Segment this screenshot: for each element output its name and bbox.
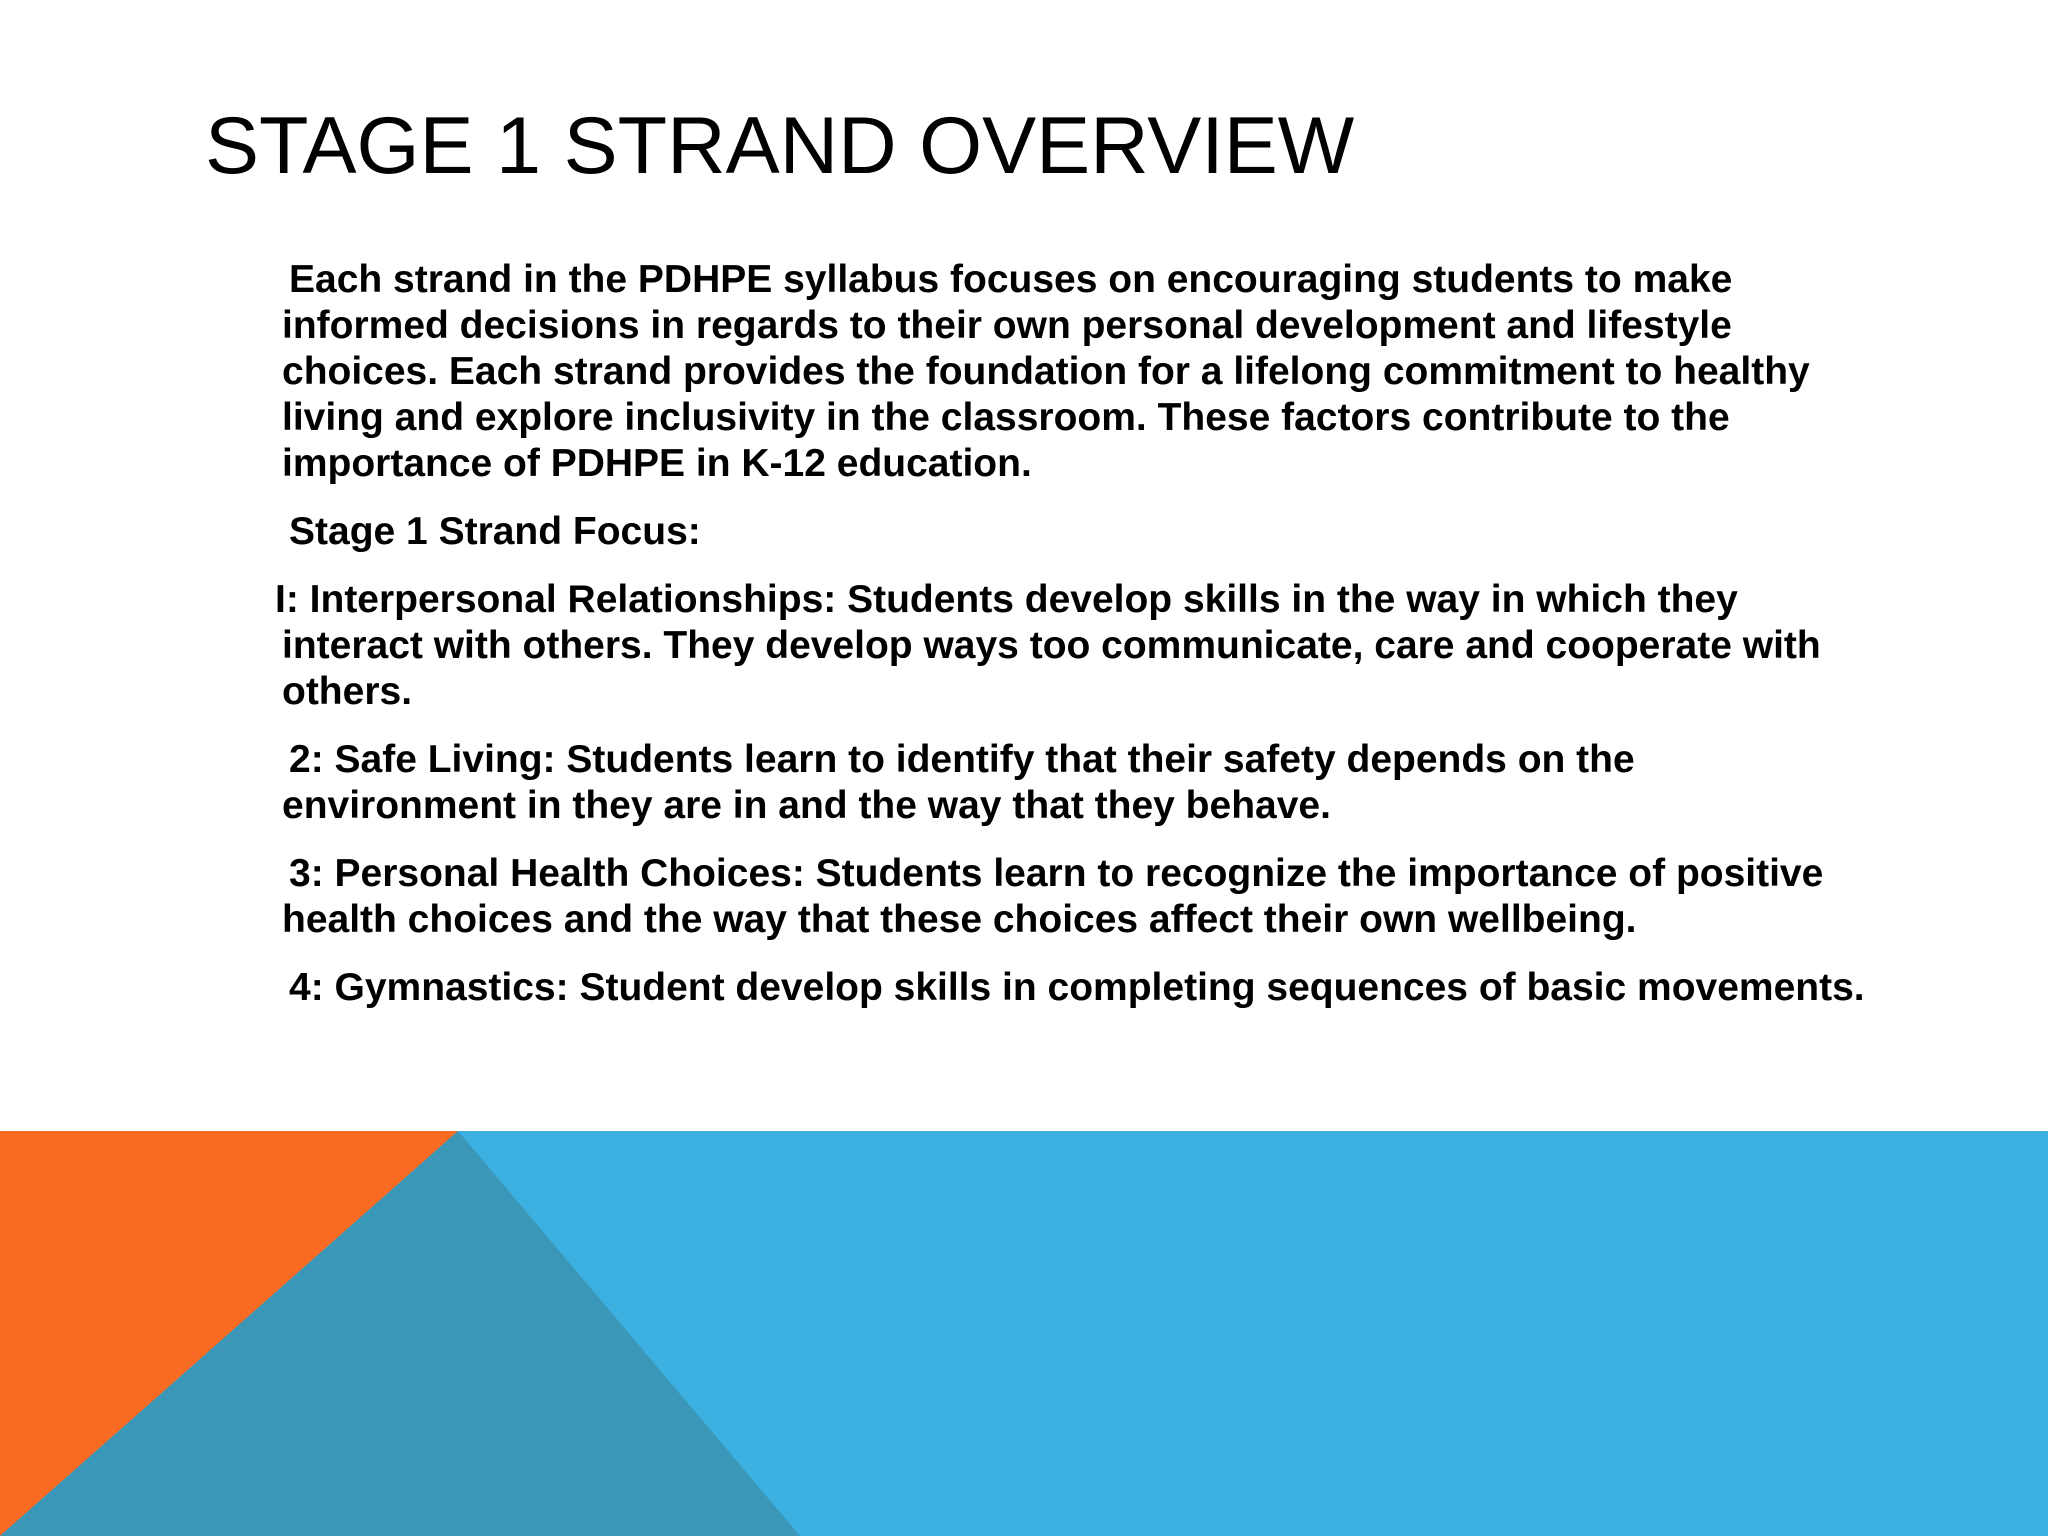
strand-item: 2: Safe Living: Students learn to identify that their safety depends on the environment in they are in and the way that they behave. [282, 738, 1635, 827]
focus-heading: Stage 1 Strand Focus: [289, 510, 701, 553]
banner-graphic [0, 1131, 2048, 1536]
strand-item: I: Interpersonal Relationships: Students develop skills in the way in which they interact with others. They develop ways too communicate, care and cooperate with others. [275, 578, 1821, 713]
decorative-banner [0, 1131, 2048, 1536]
slide-body [275, 257, 1872, 1033]
strand-item: 3: Personal Health Choices: Students learn to recognize the importance of positive health choices and the way that these choices affect their own wellbeing. [282, 852, 1824, 941]
slide-title: STAGE 1 STRAND OVERVIEW [205, 101, 1355, 191]
intro-paragraph: Each strand in the PDHPE syllabus focuses on encouraging students to make informed decisions in regards to their own personal development and lifestyle choices. Each strand provides the foundation for a lifelong commitment to healthy living and explore inclusivity in the classroom. These factors contribute to the importance of PDHPE in K-12 education. [282, 258, 1810, 485]
strand-item: 4: Gymnastics: Student develop skills in completing sequences of basic movements. [289, 966, 1865, 1009]
